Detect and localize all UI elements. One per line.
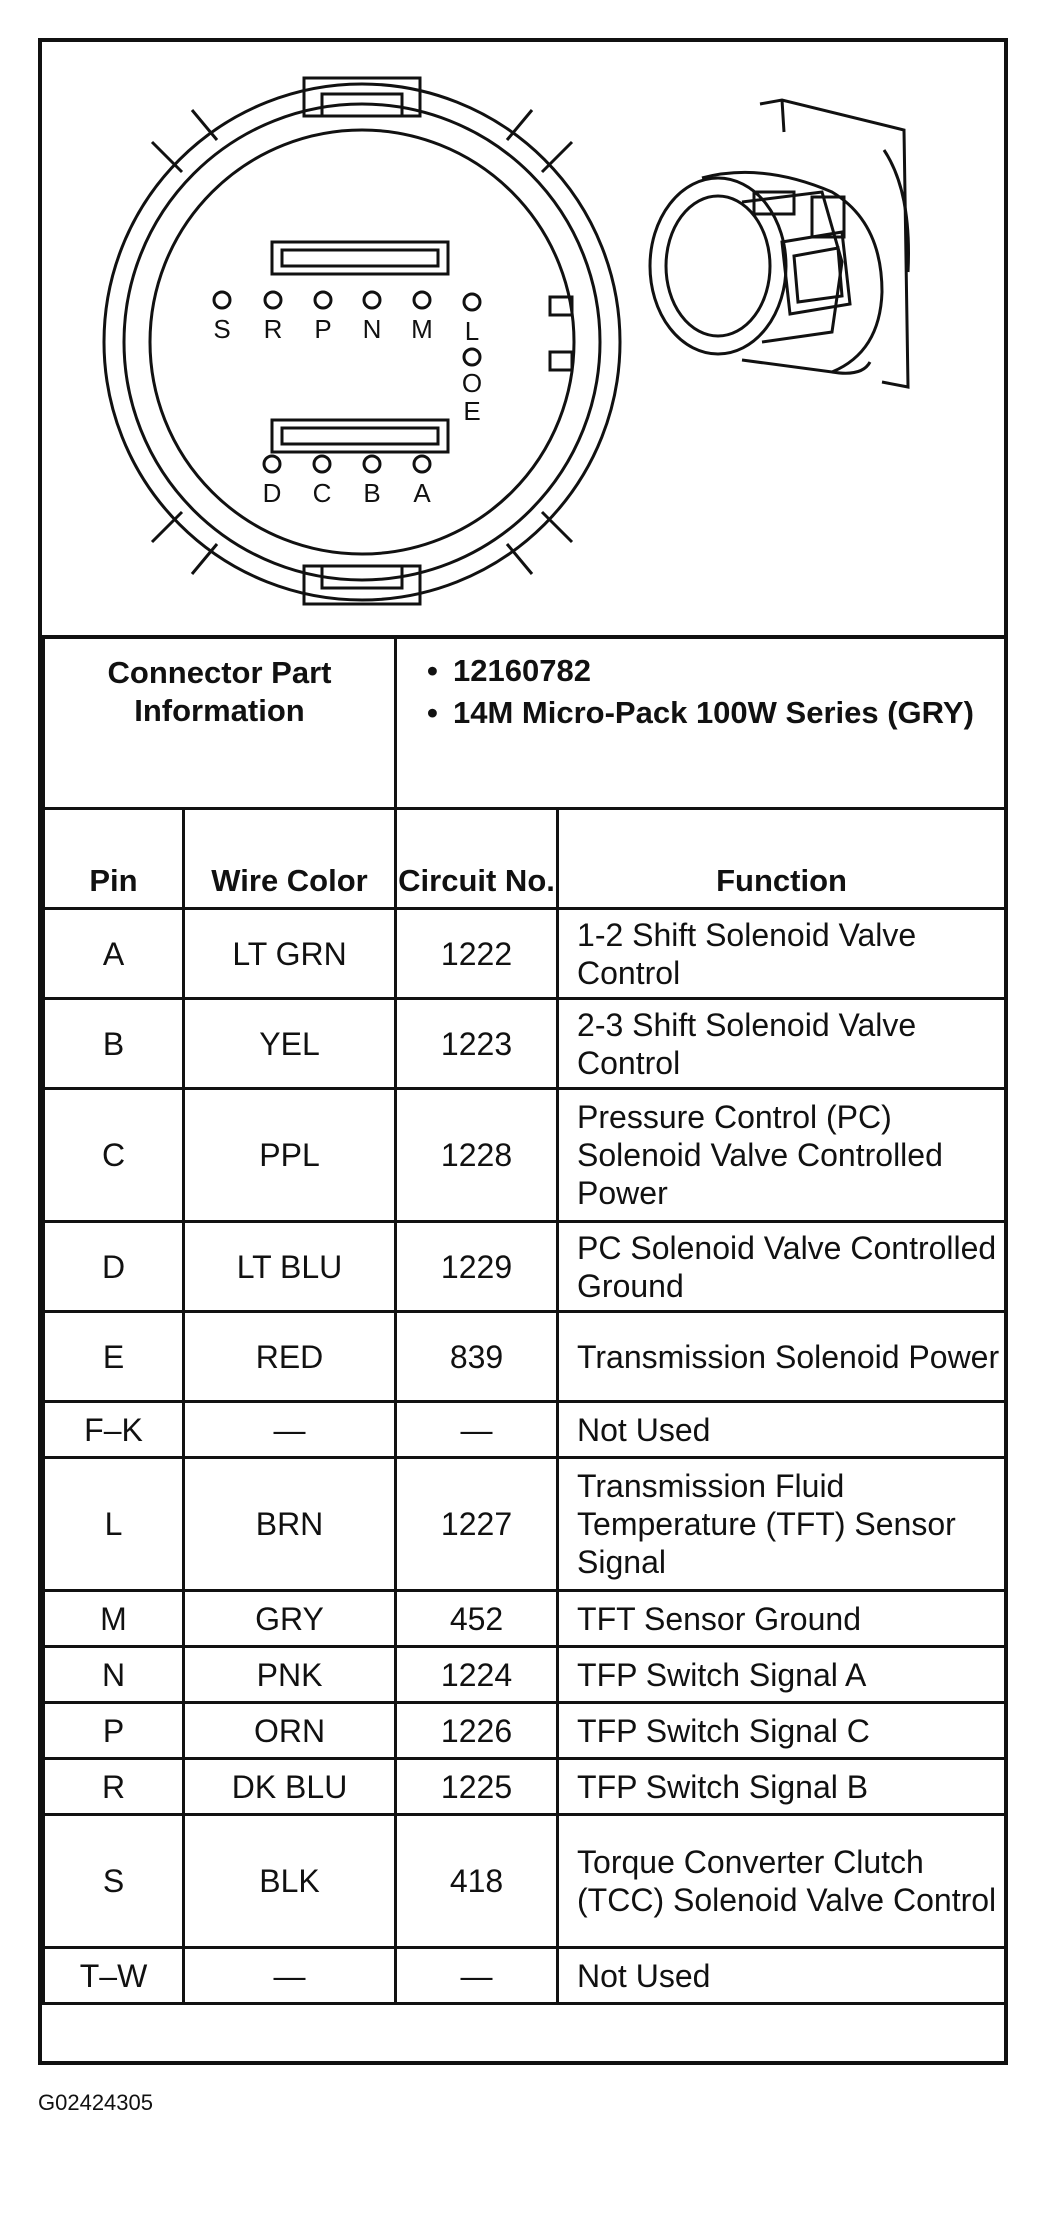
connector-info-row bbox=[44, 637, 1006, 809]
pin-cell: T–W bbox=[44, 1948, 184, 2004]
pin-cell: N bbox=[44, 1647, 184, 1703]
pin-label-c: C bbox=[312, 478, 332, 508]
circuit-no-cell: 1228 bbox=[396, 1089, 558, 1222]
function-cell: TFP Switch Signal A bbox=[558, 1647, 1006, 1703]
function-cell: Torque Converter Clutch (TCC) Solenoid Valve Control bbox=[558, 1815, 1006, 1948]
pin-label-a: A bbox=[413, 478, 431, 508]
function-cell: TFP Switch Signal C bbox=[558, 1703, 1006, 1759]
wire-color-cell: YEL bbox=[184, 999, 396, 1089]
pin-cell: P bbox=[44, 1703, 184, 1759]
pin-cell: S bbox=[44, 1815, 184, 1948]
table-row bbox=[44, 1312, 1006, 1402]
pin-label-r: R bbox=[263, 314, 283, 344]
pin-label-n: N bbox=[362, 314, 382, 344]
pin-label-b: B bbox=[363, 478, 381, 508]
wire-color-cell: ORN bbox=[184, 1703, 396, 1759]
table-row bbox=[44, 1458, 1006, 1591]
pin-label-m: M bbox=[411, 314, 433, 344]
function-cell: Transmission Fluid Temperature (TFT) Sensor Signal bbox=[558, 1458, 1006, 1591]
circuit-no-cell: 1226 bbox=[396, 1703, 558, 1759]
pin-cell: C bbox=[44, 1089, 184, 1222]
connector-sheet bbox=[38, 38, 1008, 2065]
part-number: • 12160782 bbox=[427, 652, 1004, 690]
table-row bbox=[44, 1402, 1006, 1458]
wire-color-cell: LT BLU bbox=[184, 1222, 396, 1312]
connector-info-label: Connector Part Information bbox=[44, 637, 396, 809]
pin-cell: E bbox=[44, 1312, 184, 1402]
wire-color-cell: LT GRN bbox=[184, 909, 396, 999]
function-cell: TFT Sensor Ground bbox=[558, 1591, 1006, 1647]
table-row bbox=[44, 1222, 1006, 1312]
pin-label-s: S bbox=[213, 314, 231, 344]
circuit-no-cell: 1224 bbox=[396, 1647, 558, 1703]
circuit-no-cell: 1223 bbox=[396, 999, 558, 1089]
pin-cell: L bbox=[44, 1458, 184, 1591]
header-wire-color: Wire Color bbox=[184, 809, 396, 909]
pin-label-l: L bbox=[464, 316, 480, 346]
function-cell: Transmission Solenoid Power bbox=[558, 1312, 1006, 1402]
pinout-table bbox=[42, 635, 1007, 2005]
circuit-no-cell: 1225 bbox=[396, 1759, 558, 1815]
header-pin: Pin bbox=[44, 809, 184, 909]
table-row bbox=[44, 1948, 1006, 2004]
wire-color-cell: GRY bbox=[184, 1591, 396, 1647]
function-cell: Not Used bbox=[558, 1948, 1006, 2004]
pin-cell: R bbox=[44, 1759, 184, 1815]
connector-info-list bbox=[396, 637, 1006, 809]
wire-color-cell: DK BLU bbox=[184, 1759, 396, 1815]
function-cell: Not Used bbox=[558, 1402, 1006, 1458]
wire-color-cell: RED bbox=[184, 1312, 396, 1402]
wire-color-cell: BRN bbox=[184, 1458, 396, 1591]
connector-body-illustration bbox=[650, 100, 909, 387]
wire-color-cell: BLK bbox=[184, 1815, 396, 1948]
wire-color-cell: PPL bbox=[184, 1089, 396, 1222]
header-function: Function bbox=[558, 809, 1006, 909]
circuit-no-cell: 418 bbox=[396, 1815, 558, 1948]
connector-face-view bbox=[42, 42, 1004, 635]
function-cell: PC Solenoid Valve Controlled Ground bbox=[558, 1222, 1006, 1312]
wire-color-cell: — bbox=[184, 1948, 396, 2004]
pin-cell: M bbox=[44, 1591, 184, 1647]
figure-id: G02424305 bbox=[38, 2090, 153, 2115]
table-row bbox=[44, 1703, 1006, 1759]
pin-label-d: D bbox=[262, 478, 282, 508]
pin-cell: B bbox=[44, 999, 184, 1089]
function-cell: Pressure Control (PC) Solenoid Valve Controlled Power bbox=[558, 1089, 1006, 1222]
circuit-no-cell: — bbox=[396, 1402, 558, 1458]
table-row bbox=[44, 1759, 1006, 1815]
function-cell: TFP Switch Signal B bbox=[558, 1759, 1006, 1815]
function-cell: 1-2 Shift Solenoid Valve Control bbox=[558, 909, 1006, 999]
table-row bbox=[44, 999, 1006, 1089]
circuit-no-cell: 1222 bbox=[396, 909, 558, 999]
pin-cell: D bbox=[44, 1222, 184, 1312]
circuit-no-cell: 1229 bbox=[396, 1222, 558, 1312]
header-circuit-no: Circuit No. bbox=[396, 809, 558, 909]
pin-label-o: O bbox=[461, 368, 483, 398]
wire-color-cell: PNK bbox=[184, 1647, 396, 1703]
circuit-no-cell: — bbox=[396, 1948, 558, 2004]
table-row bbox=[44, 909, 1006, 999]
table-row bbox=[44, 1591, 1006, 1647]
table-row bbox=[44, 1647, 1006, 1703]
circuit-no-cell: 1227 bbox=[396, 1458, 558, 1591]
table-row bbox=[44, 1089, 1006, 1222]
connector-series: • 14M Micro-Pack 100W Series (GRY) bbox=[427, 694, 1004, 732]
pin-cell: F–K bbox=[44, 1402, 184, 1458]
wire-color-cell: — bbox=[184, 1402, 396, 1458]
function-cell: 2-3 Shift Solenoid Valve Control bbox=[558, 999, 1006, 1089]
connector-diagram bbox=[42, 42, 1004, 639]
table-header-row bbox=[44, 809, 1006, 909]
pin-label-p: P bbox=[314, 314, 332, 344]
circuit-no-cell: 839 bbox=[396, 1312, 558, 1402]
pin-label-e: E bbox=[463, 396, 481, 426]
pin-cell: A bbox=[44, 909, 184, 999]
circuit-no-cell: 452 bbox=[396, 1591, 558, 1647]
table-row bbox=[44, 1815, 1006, 1948]
